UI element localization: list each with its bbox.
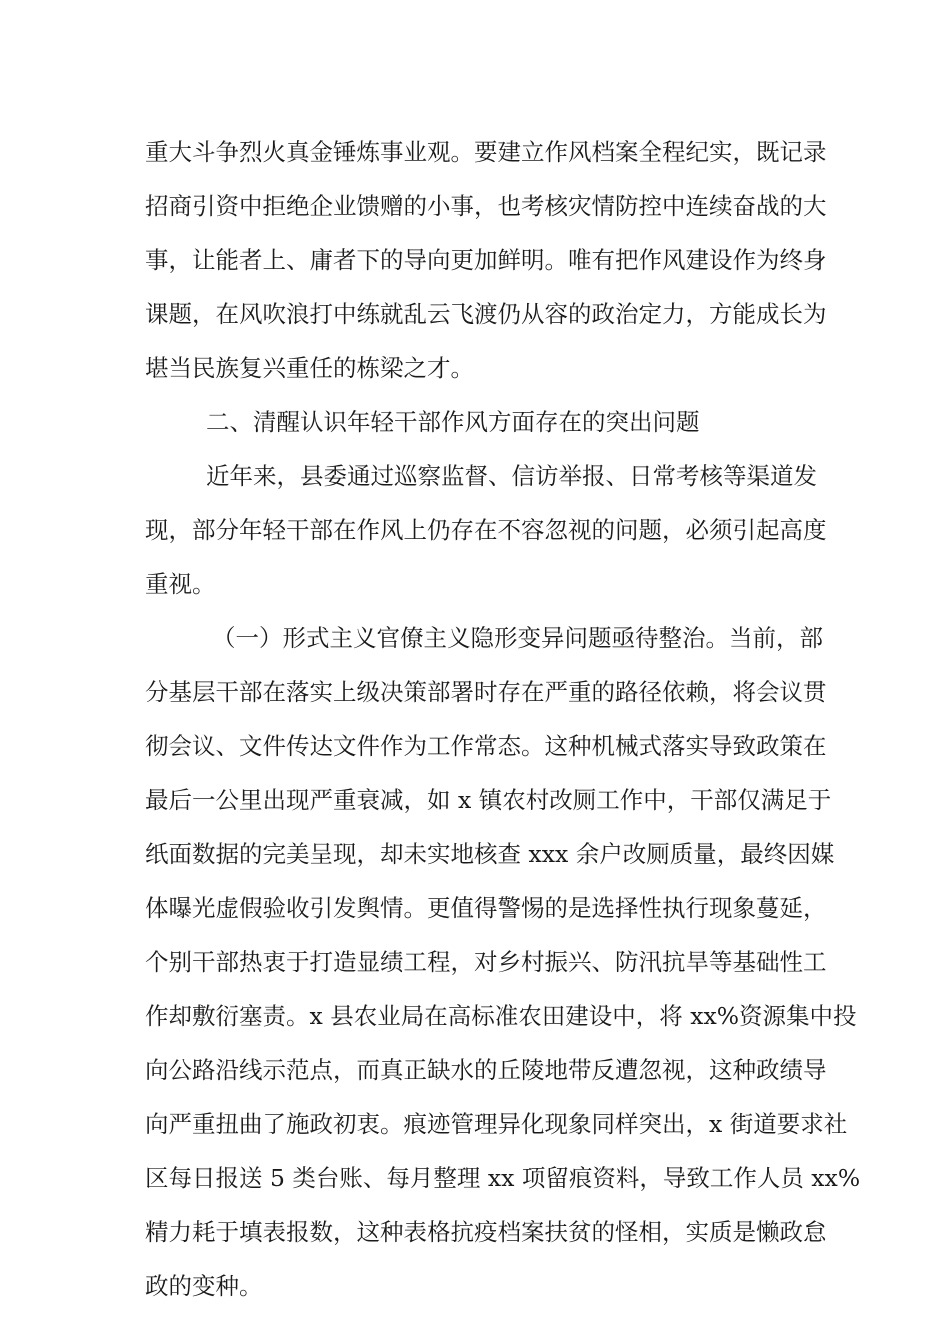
paragraph-1-line-2: 招商引资中拒绝企业馈赠的小事，也考核灾情防控中连续奋战的大 <box>145 192 827 220</box>
paragraph-3-line-6: 体曝光虚假验收引发舆情。更值得警惕的是选择性执行现象蔓延， <box>145 894 827 922</box>
paragraph-3-line-2: 分基层干部在落实上级决策部署时存在严重的路径依赖，将会议贯 <box>145 678 827 706</box>
paragraph-2-line-2: 现，部分年轻干部在作风上仍存在不容忽视的问题，必须引起高度 <box>145 516 827 544</box>
paragraph-3-line-7: 个别干部热衷于打造显绩工程，对乡村振兴、防汛抗旱等基础性工 <box>145 948 827 976</box>
paragraph-3-line-4: 最后一公里出现严重衰减，如 x 镇农村改厕工作中，干部仅满足于 <box>145 786 832 814</box>
paragraph-3-line-3: 彻会议、文件传达文件作为工作常态。这种机械式落实导致政策在 <box>145 732 827 760</box>
paragraph-3-line-5: 纸面数据的完美呈现，却未实地核查 xxx 余户改厕质量，最终因媒 <box>145 840 835 868</box>
paragraph-2-line-3: 重视。 <box>145 570 216 598</box>
section-heading-2: 二、清醒认识年轻干部作风方面存在的突出问题 <box>206 408 700 436</box>
paragraph-3-line-1: （一）形式主义官僚主义隐形变异问题亟待整治。当前，部 <box>212 624 823 652</box>
paragraph-3-line-12: 精力耗于填表报数，这种表格抗疫档案扶贫的怪相，实质是懒政怠 <box>145 1218 827 1246</box>
paragraph-3-line-10: 向严重扭曲了施政初衷。痕迹管理异化现象同样突出，x 街道要求社 <box>145 1110 848 1138</box>
paragraph-3-line-8: 作却敷衍塞责。x 县农业局在高标准农田建设中，将 xx%资源集中投 <box>145 1002 857 1030</box>
paragraph-1-line-4: 课题，在风吹浪打中练就乱云飞渡仍从容的政治定力，方能成长为 <box>145 300 827 328</box>
paragraph-3-line-9: 向公路沿线示范点，而真正缺水的丘陵地带反遭忽视，这种政绩导 <box>145 1056 827 1084</box>
paragraph-3-line-13: 政的变种。 <box>145 1272 263 1300</box>
paragraph-1-line-3: 事，让能者上、庸者下的导向更加鲜明。唯有把作风建设作为终身 <box>145 246 827 274</box>
paragraph-1-line-1: 重大斗争烈火真金锤炼事业观。要建立作风档案全程纪实，既记录 <box>145 138 827 166</box>
paragraph-1-line-5: 堪当民族复兴重任的栋梁之才。 <box>145 354 474 382</box>
paragraph-2-line-1: 近年来，县委通过巡察监督、信访举报、日常考核等渠道发 <box>206 462 817 490</box>
paragraph-3-line-11: 区每日报送 5 类台账、每月整理 xx 项留痕资料，导致工作人员 xx% <box>145 1164 861 1192</box>
